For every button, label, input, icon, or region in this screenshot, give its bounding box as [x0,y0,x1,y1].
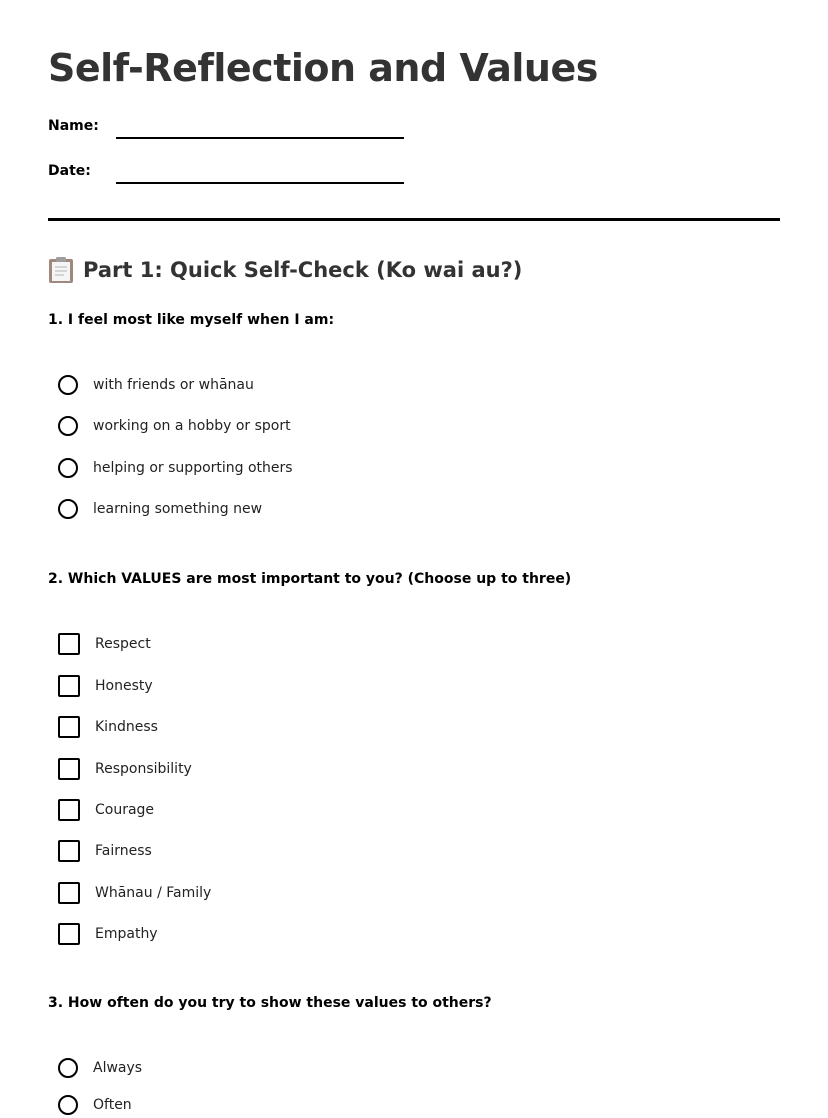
part1-heading [48,256,522,284]
q2-option[interactable] [58,757,192,781]
radio-button[interactable] [58,1058,78,1078]
q1-option[interactable] [58,373,254,397]
clipboard-icon [48,256,74,284]
question-2: 2. Which VALUES are most important to you? (Choose up to three) [48,571,572,587]
q1-option[interactable] [58,456,293,480]
checkbox[interactable] [58,799,80,821]
option-label: helping or supporting others [93,460,293,476]
page-title: Self-Reflection and Values [48,46,598,90]
q2-option[interactable] [58,798,154,822]
question-3: 3. How often do you try to show these values to others? [48,995,492,1011]
radio-button[interactable] [58,1095,78,1115]
part1-heading-text: Part 1: Quick Self-Check (Ko wai au?) [83,258,523,282]
checkbox[interactable] [58,923,80,945]
question-1: 1. I feel most like myself when I am: [48,312,335,328]
option-label: Kindness [95,719,158,735]
option-label: Often [93,1097,132,1113]
option-label: Fairness [95,843,152,859]
radio-button[interactable] [58,458,78,478]
q1-option[interactable] [58,497,262,521]
name-input-line[interactable] [116,137,404,139]
q2-option[interactable] [58,839,152,863]
option-label: Responsibility [95,761,192,777]
q2-option[interactable] [58,715,158,739]
checkbox[interactable] [58,882,80,904]
q2-option[interactable] [58,674,153,698]
option-label: Honesty [95,678,153,694]
q2-option[interactable] [58,881,211,905]
checkbox[interactable] [58,633,80,655]
q3-option[interactable] [58,1093,132,1117]
checkbox[interactable] [58,675,80,697]
option-label: Always [93,1060,143,1076]
name-label: Name: [48,118,99,134]
q3-option[interactable] [58,1056,142,1080]
radio-button[interactable] [58,375,78,395]
section-divider [48,218,780,221]
checkbox[interactable] [58,758,80,780]
radio-button[interactable] [58,499,78,519]
option-label: Empathy [95,926,158,942]
q2-option[interactable] [58,922,158,946]
option-label: Courage [95,802,155,818]
checkbox[interactable] [58,840,80,862]
option-label: Whānau / Family [95,885,212,901]
date-field [48,163,408,187]
date-label: Date: [48,163,91,179]
option-label: working on a hobby or sport [93,418,291,434]
radio-button[interactable] [58,416,78,436]
checkbox[interactable] [58,716,80,738]
name-field [48,118,408,142]
option-label: with friends or whānau [93,377,254,393]
option-label: Respect [95,636,151,652]
q2-option[interactable] [58,632,151,656]
date-input-line[interactable] [116,182,404,184]
option-label: learning something new [93,501,263,517]
q1-option[interactable] [58,414,291,438]
